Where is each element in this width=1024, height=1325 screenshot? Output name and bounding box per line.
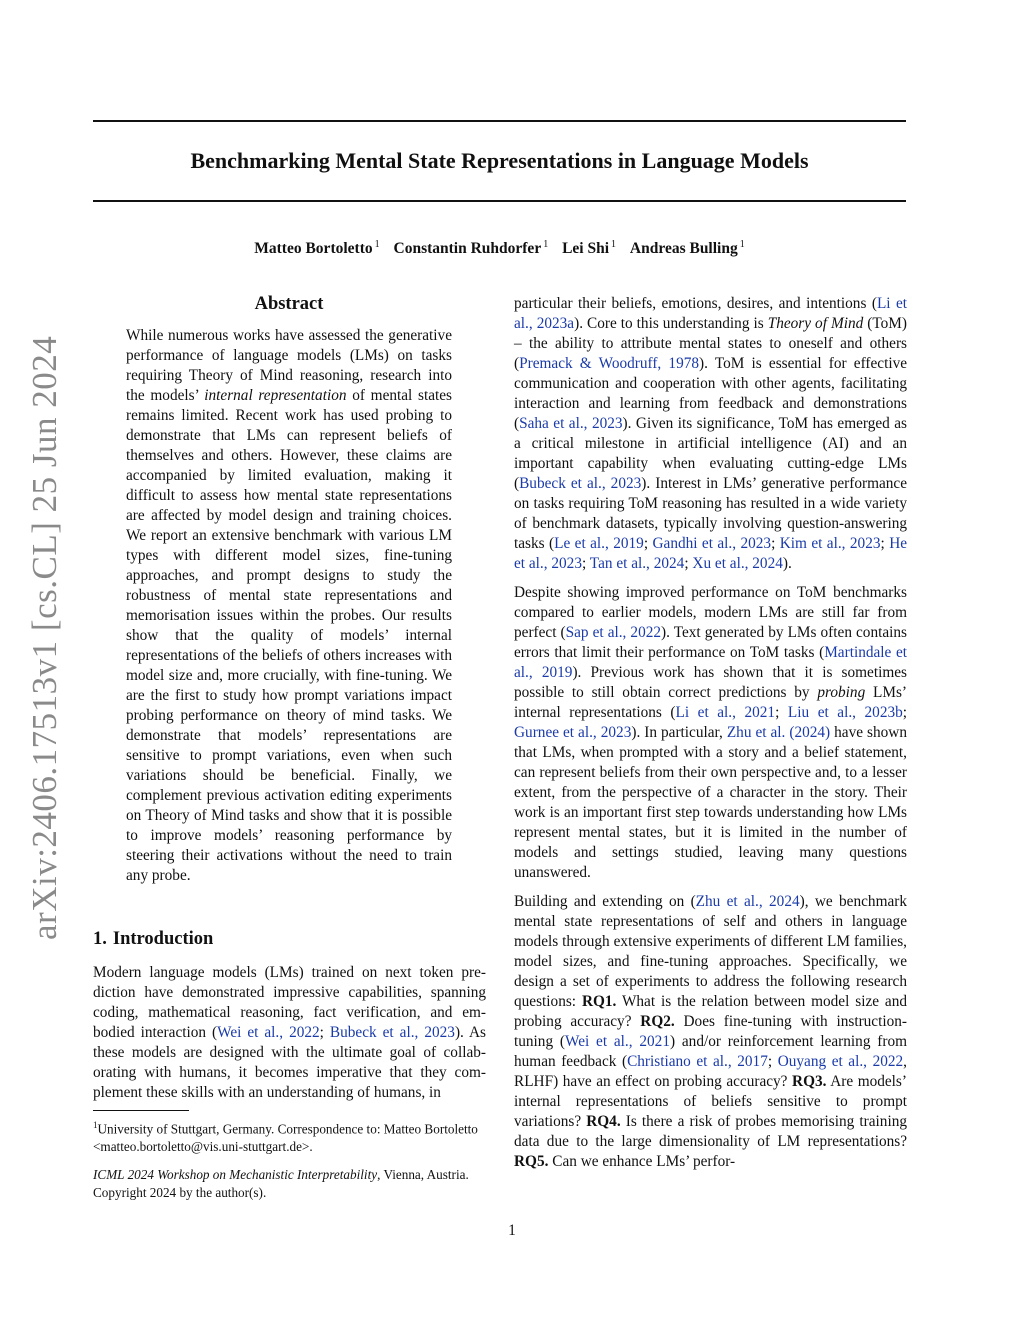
footnote-mark: 1	[93, 1120, 98, 1130]
citation-link[interactable]: Martindale et al., 2019	[514, 644, 907, 681]
citation-link[interactable]: Christiano et al., 2017	[627, 1053, 768, 1070]
text-segment: ). As these models are designed with the ultimate goal of collaborating with humans, it becomes imperative that they complement these skills with an understanding of humans, in	[93, 1024, 486, 1101]
research-question-label: RQ5.	[514, 1153, 549, 1170]
text-segment: ). Text generated by LMs often contains errors that limit their performance on ToM tasks (	[514, 624, 907, 661]
author	[630, 240, 745, 257]
text-segment: Building and extending on (	[514, 893, 696, 910]
footnote-text: University of Stuttgart, Germany. Correspondence to: Matteo Bortoletto <matteo.bortoletto@vis.uni-stuttgart.de>.	[93, 1121, 478, 1155]
text-segment: ) and/or reinforcement learning from human feedback (	[514, 1033, 908, 1070]
text-segment: ). ToM is essential for effective communication and cooperation with other agents, facilitating interaction and learning from feedback and demonstrations (	[514, 355, 908, 432]
citation-link[interactable]: Gurnee et al., 2023	[514, 724, 632, 741]
affiliation-mark: 1	[374, 239, 380, 250]
text-segment: ). Interest in LMs’ generative performance on tasks requiring ToM reasoning has resulted in a wide variety of benchmark datasets, typically involving question-answering tasks (	[514, 475, 907, 552]
citation-link[interactable]: Saha et al., 2023	[519, 415, 623, 432]
text-segment: ). Core to this understanding is	[574, 315, 768, 332]
citation-link[interactable]: Ouyang et al., 2022	[777, 1053, 904, 1070]
citation-link[interactable]: He et al., 2023	[514, 535, 908, 572]
section-heading-introduction	[93, 927, 213, 951]
abstract-heading: Abstract	[254, 294, 324, 314]
author	[394, 240, 549, 257]
research-question-label: RQ1.	[581, 993, 617, 1010]
text-segment: What is the relation between model size and probing accuracy?	[514, 993, 907, 1030]
research-question-label: RQ4.	[586, 1113, 621, 1130]
author-name: Lei Shi	[562, 240, 610, 258]
affiliation-mark: 1	[739, 239, 745, 250]
citation-link[interactable]: Zhu et al., 2024	[695, 893, 800, 910]
citation-link[interactable]: Sap et al., 2022	[565, 624, 662, 641]
citation-link[interactable]: Gandhi et al., 2023	[652, 535, 772, 552]
venue-name: ICML 2024 Workshop on Mechanistic Interpretability	[93, 1167, 378, 1182]
body-paragraph: Despite showing improved performance on ToM benchmarks compared to earlier models, modern LMs are still far from perfect (Sap et al., 2022). Text generated by LMs often contains errors that limit their performance on ToM tasks (Martindale et al., 2019). Previous work has shown that it is sometimes possible to still obtain correct predictions by probing LMs’ internal representations (Li et al., 2021; Liu et al., 2023b; Gurnee et al., 2023). In particular, Zhu et al. (2024) have shown that LMs, when prompted with a story and a belief statement, can represent beliefs from their own perspective and, to a lesser extent, from the perspective of a character in the story. Their work is an important first step towards understanding how LMs represent mental states, but it is limited in the number of models and settings studied, leaving many questions unanswered.	[514, 584, 908, 881]
top-rule	[93, 120, 906, 122]
author-name: Constantin Ruhdorfer	[393, 240, 542, 258]
text-segment: Despite showing improved performance on ToM benchmarks compared to earlier models, modern LMs are still far from perfect (	[514, 584, 907, 641]
citation-link[interactable]: Wei et al., 2022	[217, 1024, 320, 1041]
citation-link[interactable]: Bubeck et al., 2023	[519, 475, 642, 492]
author-name: Andreas Bulling	[629, 240, 738, 258]
author	[254, 240, 379, 257]
bottom-rule	[93, 200, 906, 202]
citation-link[interactable]: Li et al., 2021	[675, 704, 776, 721]
arxiv-identifier-stamp[interactable]: arXiv:2406.17513v1 [cs.CL] 25 Jun 2024	[25, 335, 64, 940]
text-segment: Does fine-tuning with instruction-tuning (	[514, 1013, 907, 1050]
author-name: Matteo Bortoletto	[254, 240, 373, 258]
text-segment: LMs’ internal representations (	[514, 684, 907, 721]
right-column	[514, 294, 907, 1181]
section-number: 1.	[93, 929, 107, 949]
emphasis: Theory of Mind	[767, 315, 864, 332]
citation-link[interactable]: Wei et al., 2021	[565, 1033, 670, 1050]
footnote-rule	[93, 1110, 189, 1111]
emphasis: probing	[817, 684, 866, 701]
text-segment: ;	[319, 1024, 330, 1041]
body-paragraph: particular their beliefs, emotions, desires, and intentions (Li et al., 2023a). Core to this understanding is Theory of Mind (ToM) – the ability to attribute mental states to oneself and others (Premack & Woodruff, 1978). ToM is essential for effective communication and cooperation with other agents, facilitating interaction and learning from feedback and demonstrations (Saha et al., 2023). Given its significance, ToM has emerged as a critical milestone in artificial intelligence (AI) and an important capability when evaluating cutting-edge LMs (Bubeck et al., 2023). Interest in LMs’ generative performance on tasks requiring ToM reasoning has resulted in a wide variety of benchmark datasets, typically involving question-answering tasks (Le et al., 2019; Gandhi et al., 2023; Kim et al., 2023; He et al., 2023; Tan et al., 2024; Xu et al., 2024).	[514, 295, 908, 572]
abstract-emphasis: internal representation	[204, 387, 347, 404]
text-segment: ). Previous work has shown that it is sometimes possible to still obtain correct predictions by	[514, 664, 907, 701]
text-segment: Can we enhance LMs’ perfor-	[548, 1153, 736, 1170]
abstract-segment: While numerous works have assessed the generative performance of language models (LMs) on tasks requiring Theory of Mind reasoning, research into the models’	[126, 327, 452, 404]
affiliation-footnote	[93, 1116, 486, 1156]
text-segment: ). In particular,	[631, 724, 727, 741]
venue-rest: , Vienna, Austria. Copyright 2024 by the author(s).	[93, 1167, 469, 1200]
research-question-label: RQ2.	[640, 1013, 675, 1030]
abstract-segment: of mental states remains limited. Recent work has used probing to demonstrate that LMs can represent beliefs of themselves and others. However, these claims are accompanied by limited evaluation, making it difficult to assess how mental state representations are affected by model design and training choices. We report an extensive benchmark with various LM types with different model sizes, fine-tuning approaches, and prompt designs to study the robustness of mental state representations and memorisation issues within the probes. Our results show that the quality of models’ internal representations of the beliefs of others increases with model size and, more crucially, with fine-tuning. We are the first to study how prompt variations impact probing performance on theory of mind tasks. We demonstrate that models’ representations are sensitive to prompt variations, even when such variations should be beneficial. Finally, we complement previous activation editing experiments on Theory of Mind tasks and show that it is possible to improve models’ reasoning performance by steering their activations without the need to train any probe.	[126, 387, 452, 884]
intro-paragraph	[93, 963, 486, 1103]
text-segment: ).	[782, 555, 792, 572]
section-title: Introduction	[112, 929, 214, 949]
citation-link[interactable]: Xu et al., 2024	[692, 555, 783, 572]
text-segment: ), we benchmark mental state representations of self and others in language models through extensive experiments of different LM families, model sizes, and fine-tuning approaches. Specifically, we design a set of experiments to address the following research questions:	[514, 893, 907, 1010]
text-segment: Is there a risk of probes memorising training data due to the large dimensionality of LM representations?	[514, 1113, 907, 1150]
text-segment: have shown that LMs, when prompted with a story and a belief statement, can represent beliefs from their own perspective and, to a lesser extent, from the perspective of a character in the story. Their work is an important first step towards understanding how LMs represent mental states, but it is limited in the number of models and settings studied, leaving many questions unanswered.	[514, 724, 907, 881]
venue-note	[93, 1166, 486, 1202]
text-segment: particular their beliefs, emotions, desires, and intentions (	[514, 295, 877, 312]
abstract-text	[126, 326, 452, 886]
citation-link[interactable]: Bubeck et al., 2023	[329, 1024, 455, 1041]
text-segment: Are models’ internal representations of beliefs sensitive to prompt variations?	[514, 1073, 907, 1130]
research-question-label: RQ3.	[792, 1073, 827, 1090]
citation-link[interactable]: Premack & Woodruff, 1978	[519, 355, 700, 372]
affiliation-mark: 1	[611, 239, 617, 250]
text-segment: , RLHF) have an effect on probing accuracy?	[514, 1053, 907, 1090]
citation-link[interactable]: Zhu et al. (2024)	[726, 724, 831, 741]
body-paragraph: Building and extending on (Zhu et al., 2024), we benchmark mental state representations of self and others in language models through extensive experiments of different LM families, model sizes, and fine-tuning approaches. Specifically, we design a set of experiments to address the following research questions: RQ1. What is the relation between model size and probing accuracy? RQ2. Does fine-tuning with instruction-tuning (Wei et al., 2021) and/or reinforcement learning from human feedback (Christiano et al., 2017; Ouyang et al., 2022, RLHF) have an effect on probing accuracy? RQ3. Are models’ internal representations of beliefs sensitive to prompt variations? RQ4. Is there a risk of probes memorising training data due to the large dimensionality of LM representations? RQ5. Can we enhance LMs’ perfor-	[514, 893, 908, 1170]
affiliation-mark: 1	[543, 239, 549, 250]
paper-title: Benchmarking Mental State Representations in Language Models	[190, 148, 809, 173]
citation-link[interactable]: Liu et al., 2023b	[787, 704, 903, 721]
citation-link[interactable]: Le et al., 2019	[554, 535, 644, 552]
author	[562, 240, 616, 257]
text-segment: (ToM) – the ability to attribute mental states to oneself and others (	[514, 315, 907, 372]
page-number: 1	[508, 1222, 516, 1239]
text-segment: Modern language models (LMs) trained on next token prediction have demonstrated impressive capabilities, spanning coding, mathematical reasoning, fact verification, and embodied interaction (	[93, 964, 486, 1041]
author-list	[93, 234, 906, 260]
text-segment: ). Given its significance, ToM has emerged as a critical milestone in artificial intelligence (AI) and an important capability when evaluating cutting-edge LMs (	[514, 415, 907, 492]
citation-link[interactable]: Li et al., 2023a	[514, 295, 907, 332]
citation-link[interactable]: Tan et al., 2024	[589, 555, 685, 572]
citation-link[interactable]: Kim et al., 2023	[779, 535, 881, 552]
